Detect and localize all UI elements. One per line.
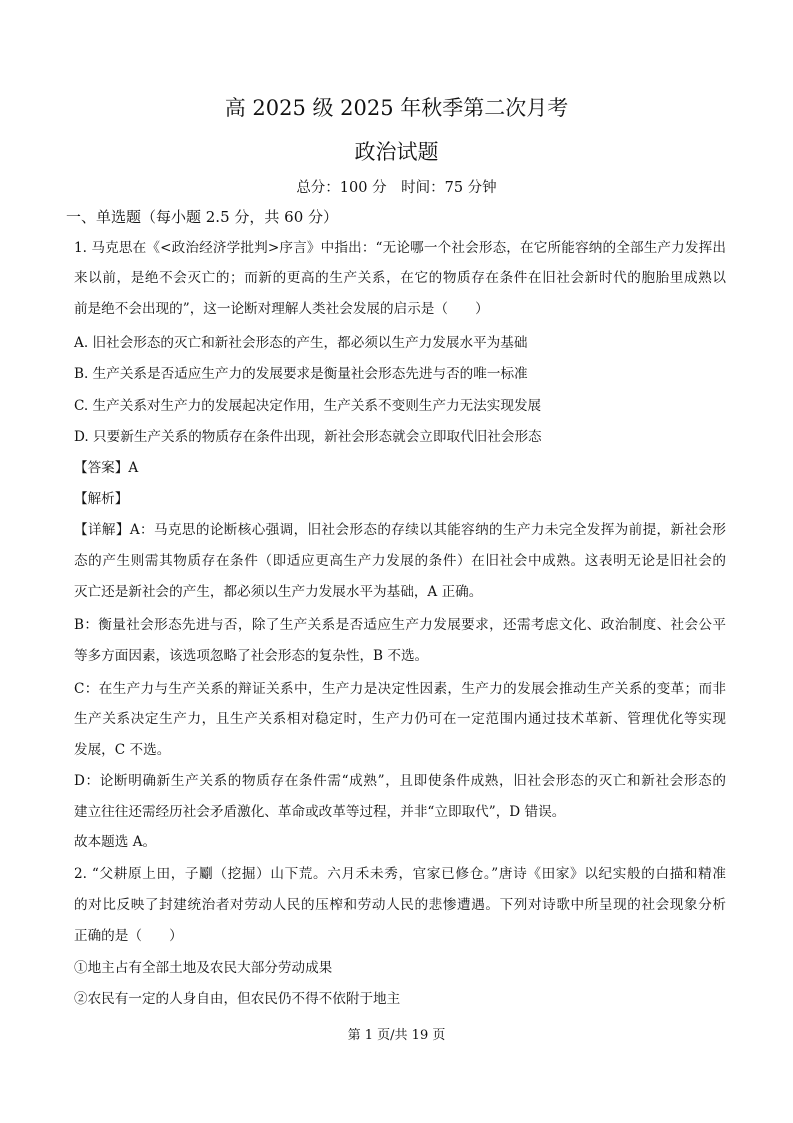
q1-detail-line: B：衡量社会形态先进与否，除了生产关系是否适应生产力发展要求，还需考虑文化、政治制度、社会公平 [74, 617, 726, 633]
q2-item: ①地主占有全部土地及农民大部分劳动成果 [74, 960, 333, 976]
q1-detail-line: D：论断明确新生产关系的物质存在条件需“成熟”，且即使条件成熟，旧社会形态的灭亡和新社会形态的 [74, 773, 726, 789]
q1-stem-line: 1. 马克思在《<政治经济学批判>序言》中指出：“无论哪一个社会形态，在它所能容纳的全部生产力发挥出 [74, 240, 726, 256]
q1-option-d: D. 只要新生产关系的物质存在条件出现，新社会形态就会立即取代旧社会形态 [74, 429, 542, 445]
subject-title: 政治试题 [354, 140, 439, 164]
q2-stem-line: 2. “父耕原上田，子劚（挖掘）山下荒。六月禾未秀，官家已修仓。”唐诗《田家》以纪实般的白描和精准 [74, 866, 726, 882]
q1-detail-line: 态的产生则需其物质存在条件（即适应更高生产力发展的条件）在旧社会中成熟。这表明无论是旧社会的 [74, 553, 726, 569]
q1-detail-line: 生产关系决定生产力，且生产关系相对稳定时，生产力仍可在一定范围内通过技术革新、管理优化等实现 [74, 711, 726, 727]
q2-stem-line: 的对比反映了封建统治者对劳动人民的压榨和劳动人民的悲惨遭遇。下列对诗歌中所呈现的社会现象分析 [74, 897, 726, 913]
q1-detail-line: 建立往往还需经历社会矛盾激化、革命或改革等过程，并非“立即取代”，D 错误。 [74, 804, 566, 820]
q1-analysis-label: 【解析】 [74, 491, 129, 507]
q1-stem-line: 前是绝不会出现的”，这一论断对理解人类社会发展的启示是（ ） [74, 301, 489, 317]
score-time-line: 总分：100 分 时间：75 分钟 [296, 180, 497, 196]
q1-detail-line: 【详解】A：马克思的论断核心强调，旧社会形态的存续以其能容纳的生产力未完全发挥为前提，新社会形 [74, 522, 726, 538]
section-heading: 一、单选题（每小题 2.5 分，共 60 分） [66, 208, 339, 226]
q1-conclusion: 故本题选 A。 [74, 834, 157, 850]
q2-item: ②农民有一定的人身自由，但农民仍不得不依附于地主 [74, 991, 401, 1007]
q1-answer: 【答案】A [74, 460, 139, 476]
page-footer: 第 1 页/共 19 页 [347, 1028, 446, 1043]
q1-detail-line: 灭亡还是新社会的产生，都必须以生产力发展水平为基础，A 正确。 [74, 584, 483, 600]
q1-stem-line: 来以前，是绝不会灭亡的；而新的更高的生产关系，在它的物质存在条件在旧社会新时代的胞胎里成熟以 [74, 270, 726, 286]
q1-detail-line: 等多方面因素，该选项忽略了社会形态的复杂性，B 不选。 [74, 648, 429, 664]
q2-stem-line: 正确的是（ ） [74, 928, 183, 944]
q1-detail-line: C：在生产力与生产关系的辩证关系中，生产力是决定性因素，生产力的发展会推动生产关系的变革；而非 [74, 681, 726, 697]
q1-option-c: C. 生产关系对生产力的发展起决定作用，生产关系不变则生产力无法实现发展 [74, 398, 542, 414]
q1-option-b: B. 生产关系是否适应生产力的发展要求是衡量社会形态先进与否的唯一标准 [74, 366, 528, 382]
exam-title: 高 2025 级 2025 年秋季第二次月考 [224, 96, 569, 120]
q1-option-a: A. 旧社会形态的灭亡和新社会形态的产生，都必须以生产力发展水平为基础 [74, 335, 528, 351]
q1-detail-line: 发展，C 不选。 [74, 742, 171, 758]
